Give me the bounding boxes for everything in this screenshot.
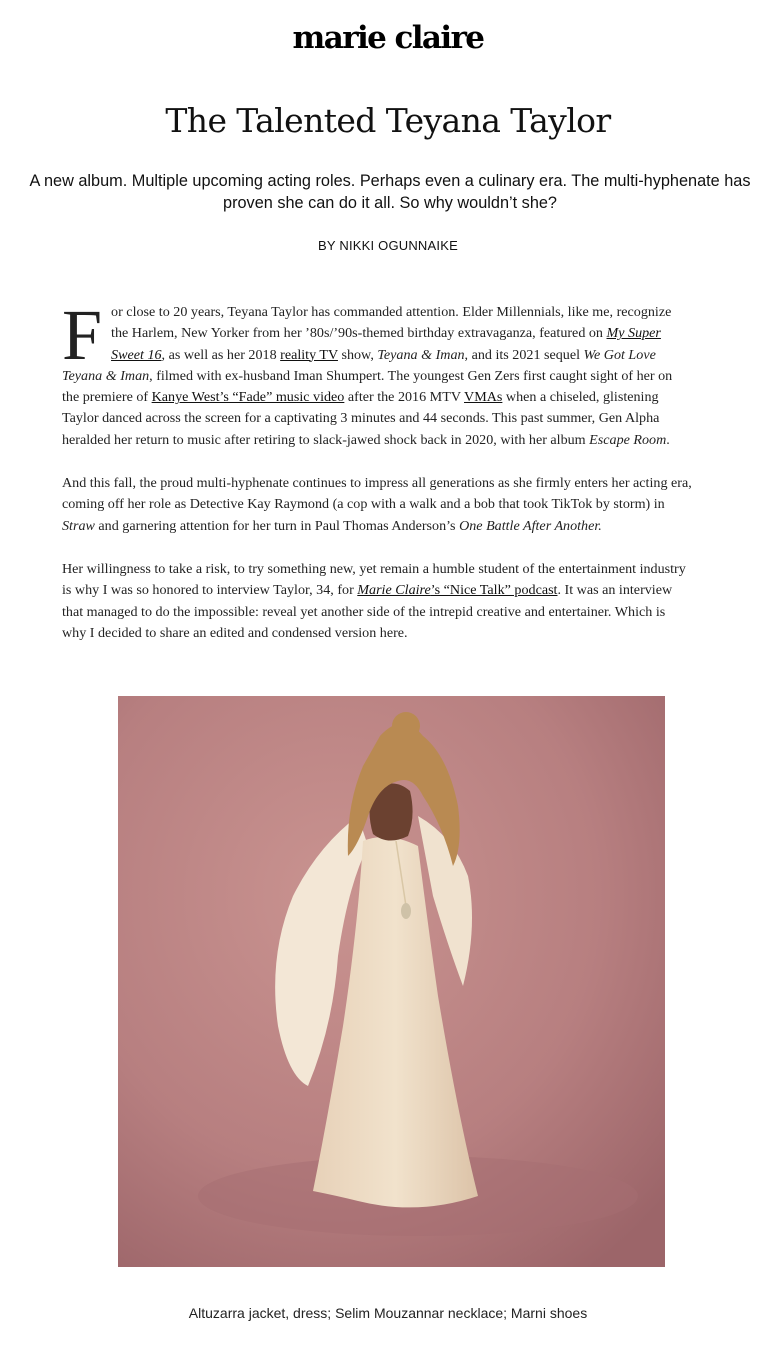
p3-text-1: Her willingness to take a risk, to try something new, yet remain a humble student of the entertainment industry is why I was so honored to interview Taylor, 34, for xyxy=(62,560,686,599)
article-body xyxy=(62,295,692,666)
p1-text-4: , and its 2021 sequel xyxy=(464,346,584,363)
p2-text-1: And this fall, the proud multi-hyphenate continues to impress all generations as she firmly enters her acting era, coming off her role as Detective Kay Raymond (a cop with a walk and a bob that took TikTok by storm) in xyxy=(62,475,692,513)
p1-text-1: or close to 20 years, Teyana Taylor has commanded attention. Elder Millennials, like me, recognize the Harlem, New Yorker from her ’80s/’90s-themed birthday extravaganza, featured on xyxy=(111,304,672,342)
link-fade-music-video[interactable]: Kanye West’s “Fade” music video xyxy=(151,389,345,406)
teyana-taylor-photo xyxy=(118,696,665,1267)
p1-text-2: , as well as her 2018 xyxy=(161,346,281,363)
p1-em-2: We Got Love Teyana & Iman xyxy=(62,346,656,384)
p1-text-5: , filmed with ex-husband Iman Shumpert. The youngest Gen Zers first caught sight of her on the premiere of xyxy=(62,367,673,406)
p2-em-2: One Battle After Another. xyxy=(459,517,602,534)
paragraph-3 xyxy=(62,559,692,644)
p1-text-3: show, xyxy=(337,346,378,363)
p1-text-7: when a chiseled, glistening Taylor danced across the screen for a captivating 3 minutes and 44 seconds. This past summer, Gen Alpha heralded her return to music after retiring to slack-jawed shock back in 2020, with her album xyxy=(62,389,660,448)
site-logo[interactable]: marie claire xyxy=(292,20,484,56)
article-dek: A new album. Multiple upcoming acting roles. Perhaps even a culinary era. The multi-hyphenate has proven she can do it all. So why wouldn’t she? xyxy=(29,172,751,212)
link-vmas[interactable]: VMAs xyxy=(464,389,503,406)
link-podcast-em: Marie Claire xyxy=(357,582,431,599)
p2-em-1: Straw xyxy=(62,517,95,534)
article-byline: BY NIKKI OGUNNAIKE xyxy=(318,238,458,253)
p1-text-8: . xyxy=(666,431,670,448)
p1-em-1: Teyana & Iman xyxy=(377,346,465,363)
article-title: The Talented Teyana Taylor xyxy=(165,101,611,140)
hair-bun xyxy=(392,712,420,740)
link-podcast-rest: ’s “Nice Talk” podcast xyxy=(430,582,558,599)
p1-text-6: after the 2016 MTV xyxy=(344,389,465,406)
paragraph-1 xyxy=(62,295,692,451)
p2-text-2: and garnering attention for her turn in Paul Thomas Anderson’s xyxy=(94,517,460,534)
drop-cap: F xyxy=(62,295,103,375)
link-nice-talk-podcast[interactable] xyxy=(357,582,557,598)
necklace-pendant xyxy=(401,903,411,919)
link-my-super-sweet-16-label: My Super Sweet 16 xyxy=(111,325,661,363)
p3-text-2: . It was an interview that managed to do the impossible: reveal yet another side of the intrepid creative and entertainer. Which is why I decided to share an edited and condensed version here. xyxy=(62,582,673,641)
p1-em-3: Escape Room xyxy=(589,431,667,448)
link-reality-tv[interactable]: reality TV xyxy=(280,346,338,363)
paragraph-2 xyxy=(62,473,692,537)
photo-caption: Altuzarra jacket, dress; Selim Mouzannar necklace; Marni shoes xyxy=(188,1305,588,1321)
